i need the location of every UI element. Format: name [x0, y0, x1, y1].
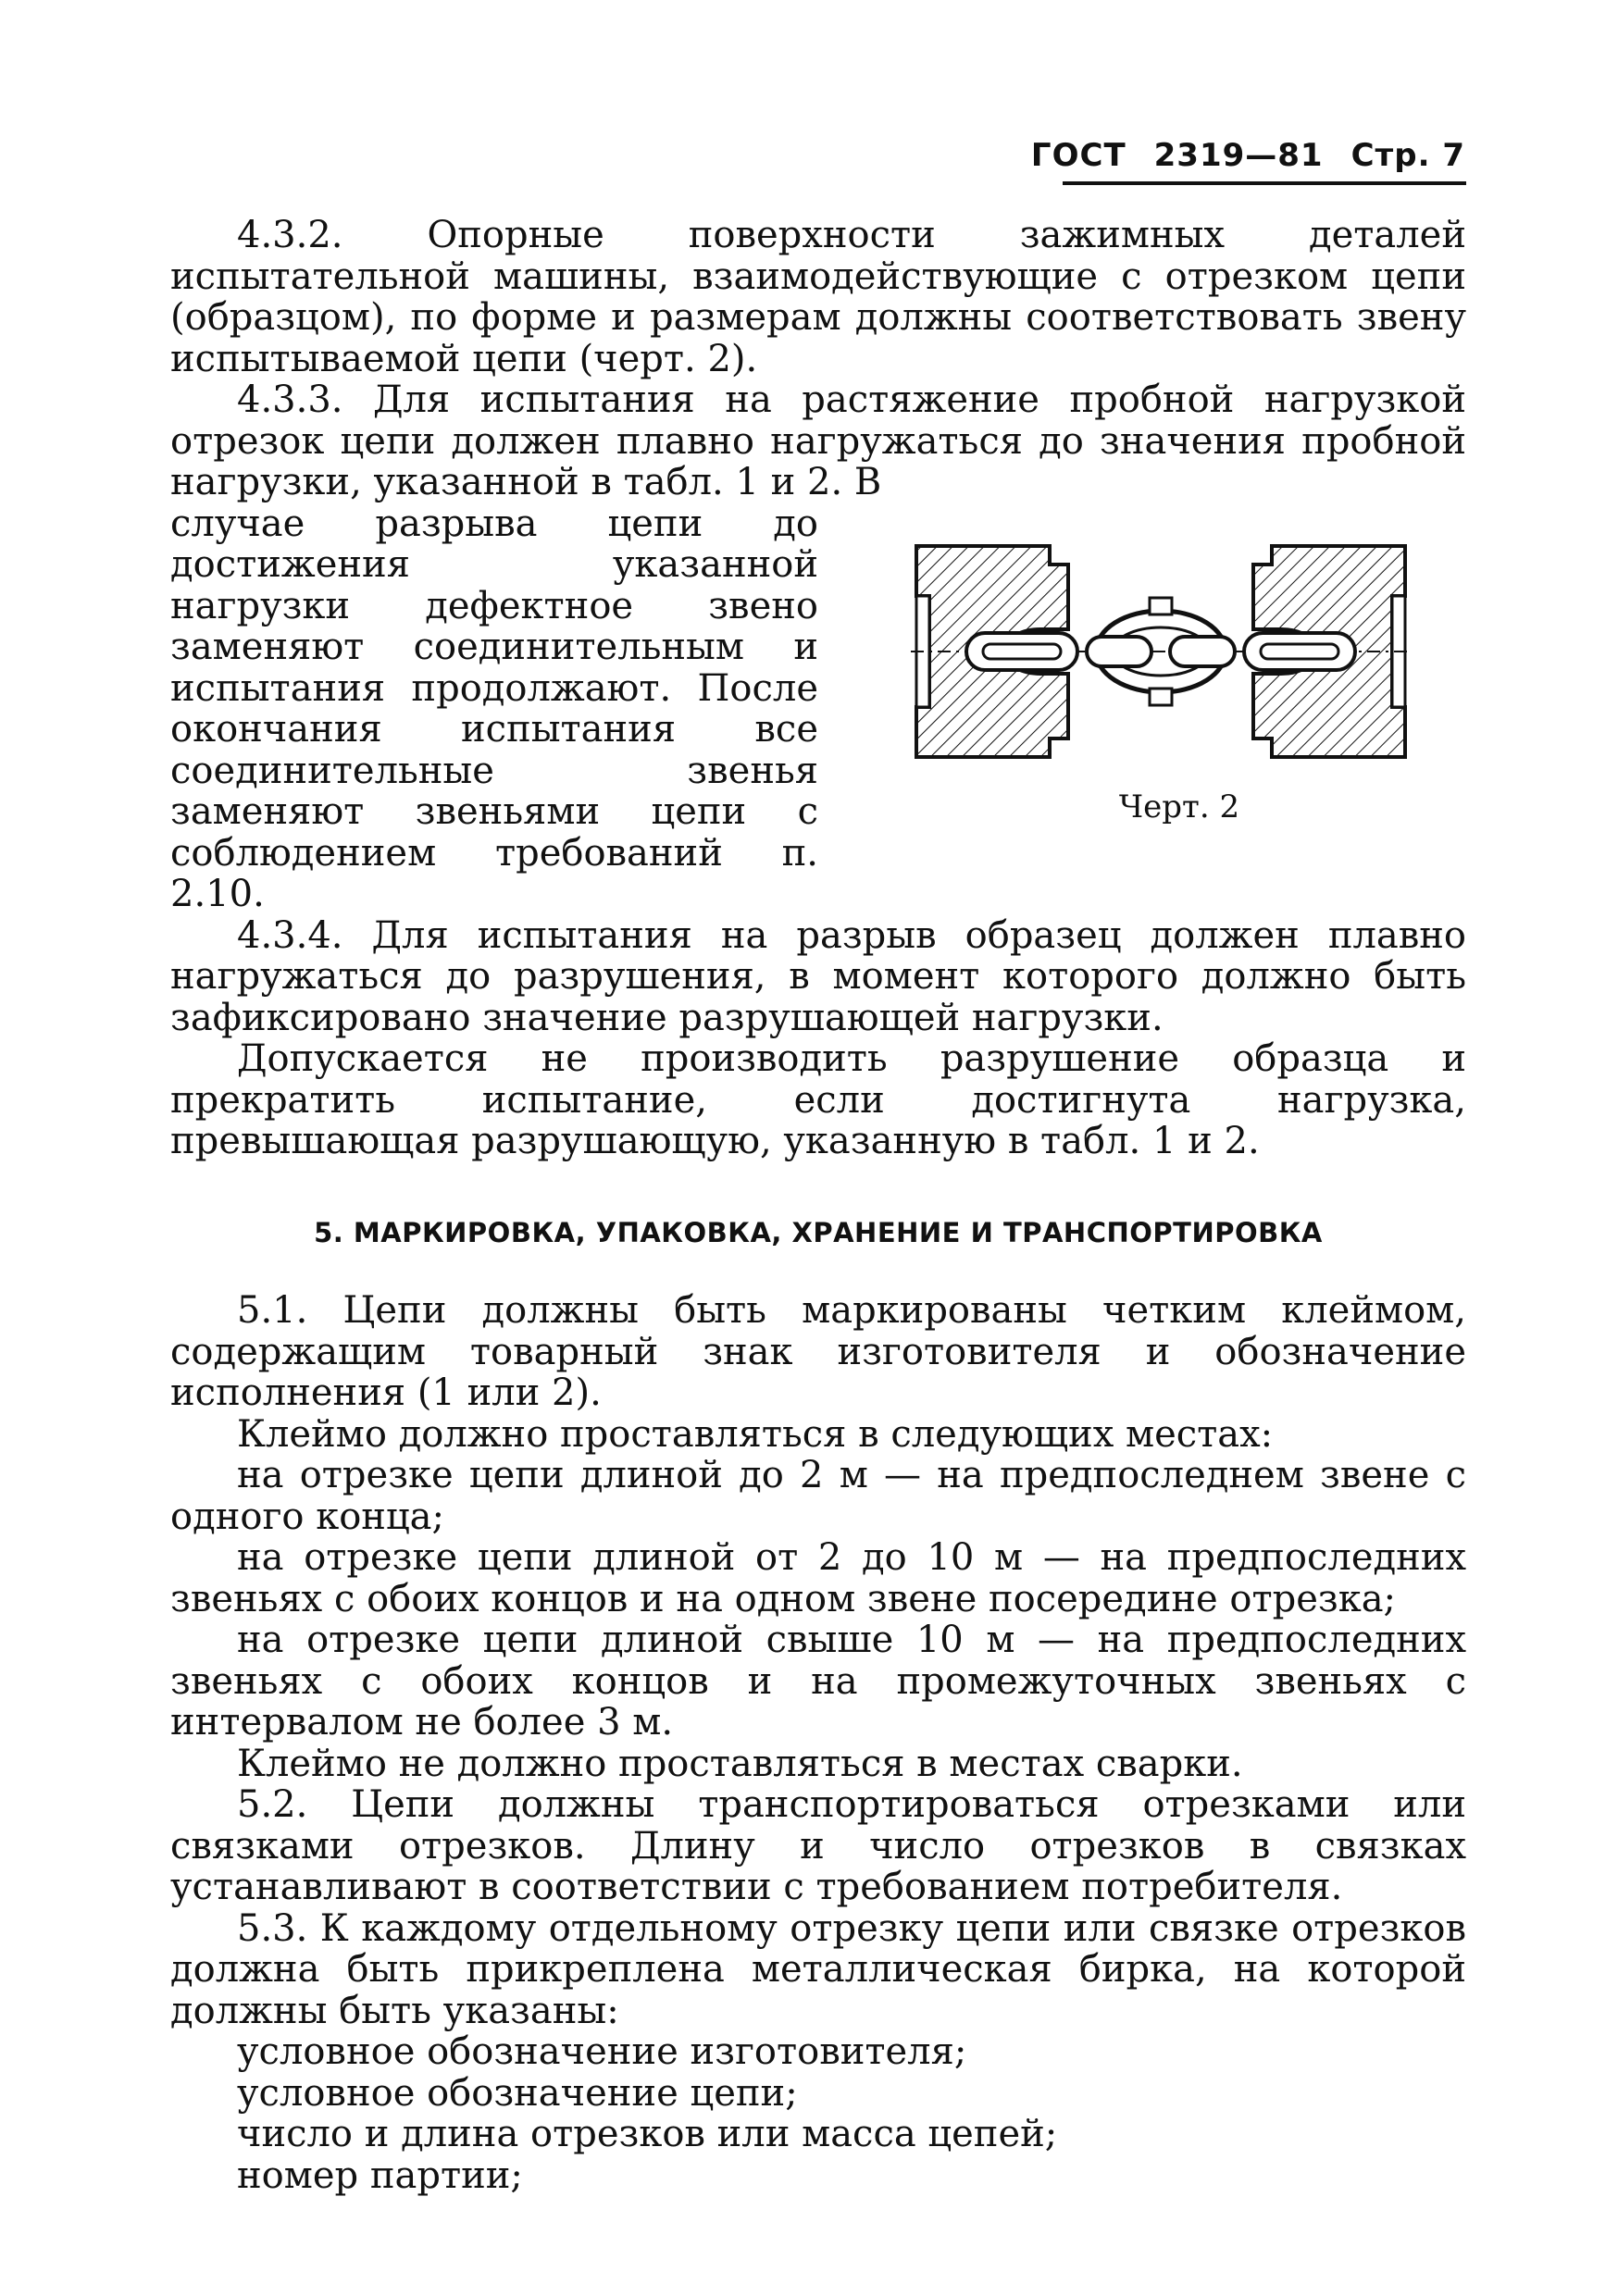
- paragraph-5-1-d: на отрезке цепи длиной от 2 до 10 м — на предпоследних звеньях с обоих концов и на одном звене посередине отрезка;: [170, 1536, 1466, 1620]
- paragraph-5-1-b: Клеймо должно проставляться в следующих местах:: [237, 1412, 1274, 1456]
- paragraph-4-3-3-continued: случае разрыва цепи до достижения указанной нагрузки дефектное звено заменяют соединительным и испытания продолжают. После окончания испытания все соединительные звенья заменяют звеньями цепи с соблюдением требований п. 2.10.: [170, 502, 818, 915]
- paragraph-allowed: Допускается не производить разрушение образца и прекратить испытание, если достигнута нагрузка, превышающая разрушающую, указанную в табл. 1 и 2.: [170, 1037, 1466, 1162]
- list-item: число и длина отрезков или масса цепей;: [237, 2113, 1058, 2155]
- page-content: [170, 215, 1466, 2196]
- page-header: [1031, 137, 1465, 174]
- list-item: условное обозначение цепи;: [237, 2071, 798, 2115]
- chain-clamp-drawing: [911, 540, 1411, 763]
- paragraph-5-1-c: на отрезке цепи длиной до 2 м — на предпоследнем звене с одного конца;: [170, 1454, 1466, 1538]
- paragraph-4-3-3-intro: 4.3.3. Для испытания на растяжение пробной нагрузкой отрезок цепи должен плавно нагружаться до значения пробной нагрузки, указанной в табл. 1 и 2. В: [170, 379, 1466, 503]
- paragraph-5-1-e: на отрезке цепи длиной свыше 10 м — на предпоследних звеньях с обоих концов и на промежуточных звеньях с интервалом не более 3 м.: [170, 1619, 1466, 1744]
- header-page: Стр. 7: [1350, 137, 1465, 174]
- header-gost: ГОСТ: [1030, 137, 1126, 174]
- figure-block: [170, 503, 1466, 915]
- header-rule: [1063, 181, 1466, 185]
- paragraph-5-3: 5.3. К каждому отдельному отрезку цепи или связке отрезков должна быть прикреплена металлическая бирка, на которой должны быть указаны:: [170, 1906, 1466, 2032]
- paragraph-4-3-4: 4.3.4. Для испытания на разрыв образец должен плавно нагружаться до разрушения, в момент которого должно быть зафиксировано значение разрушающей нагрузки.: [170, 913, 1466, 1039]
- header-number: 2319—81: [1153, 137, 1324, 174]
- figure-2: [874, 503, 1448, 828]
- paragraph-4-3-2: 4.3.2. Опорные поверхности зажимных деталей испытательной машины, взаимодействующие с отрезком цепи (образцом), по форме и размерам должны соответствовать звену испытываемой цепи (черт. 2).: [170, 214, 1466, 380]
- section-5-title: 5. МАРКИРОВКА, УПАКОВКА, ХРАНЕНИЕ И ТРАНСПОРТИРОВКА: [314, 1216, 1323, 1248]
- list-item: условное обозначение изготовителя;: [237, 2030, 967, 2073]
- list-item: номер партии;: [237, 2153, 523, 2197]
- paragraph-5-1: 5.1. Цепи должны быть маркированы четким клеймом, содержащим товарный знак изготовителя и обозначение исполнения (1 или 2).: [170, 1289, 1466, 1414]
- paragraph-5-2: 5.2. Цепи должны транспортироваться отрезками или связками отрезков. Длину и число отрезков в связках устанавливают в соответствии с требованием потребителя.: [170, 1783, 1466, 1908]
- figure-caption: Черт. 2: [1118, 788, 1240, 825]
- paragraph-5-1-f: Клеймо не должно проставляться в местах сварки.: [237, 1742, 1243, 1785]
